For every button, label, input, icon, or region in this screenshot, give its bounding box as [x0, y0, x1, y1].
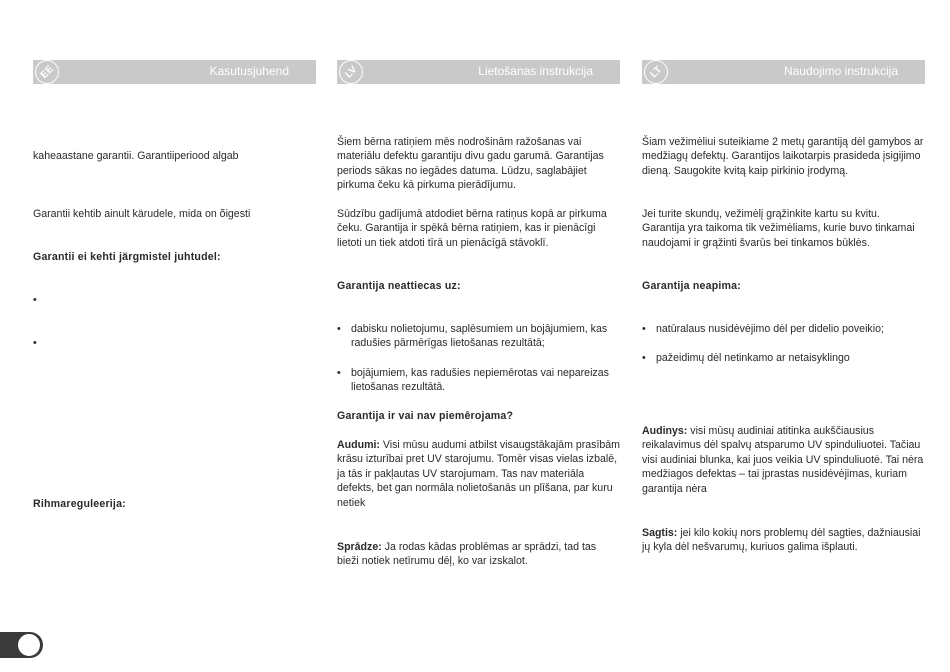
section-header-lv: [337, 60, 620, 84]
language-badge-ee: EE: [35, 60, 59, 84]
heading-exclusions-lt: Garantija neapima:: [642, 280, 741, 292]
heading-strap-adjuster-ee: Rihmareguleerija:: [33, 498, 126, 510]
list-item-lv-2: • bojājumiem, kas radušies nepiemērotas vai nepareizas lietošanas rezultātā.: [337, 367, 609, 394]
section-header-lt: [642, 60, 925, 84]
heading-exclusions-lv: Garantija neattiecas uz:: [337, 280, 461, 292]
list-item-lt-2: • pažeidimų dėl netinkamo ar netaisyklingo: [642, 352, 850, 364]
list-item-lt-1: • natūralaus nusidėvėjimo dėl per didelio poveikio;: [642, 323, 884, 335]
heading-applicable-lv: Garantija ir vai nav piemērojama?: [337, 410, 514, 422]
section-header-ee: [33, 60, 316, 84]
bullet-icon: •: [337, 323, 341, 335]
bullet-icon: •: [337, 367, 341, 379]
paragraph-fabric-lt: Audinys: visi mūsų audiniai atitinka aukščiausius reikalavimus dėl spalvų atsparumo UV spinduliuotei. Tačiau visi audiniai blunka, kai juos veikia UV spinduliuotė. Tai nėra medžiagos defektas – tai įprastas nusidėvėjimas, kuriam garantija nėra: [642, 425, 924, 495]
paragraph-buckle-lt: Sagtis: jei kilo kokių nors problemų dėl sagties, dažniausiai jų kyla dėl nešvarumų, kuriuos galima išplauti.: [642, 527, 921, 554]
bullet-icon: •: [642, 323, 646, 335]
paragraph-complaints-lv: Sūdzību gadījumā atdodiet bērna ratiņus kopā ar pirkuma čeku. Garantija ir spēkā bērna ratiņiem, kas ir pienācīgi lietoti un tiek atdoti tīrā un pienācīgā stāvoklī.: [337, 208, 607, 249]
bullet-icon: •: [33, 294, 37, 306]
paragraph-warranty-lt: Šiam vežimėliui suteikiame 2 metų garantiją dėl gamybos ar medžiagų defektų. Garantijos laikotarpis prasideda įsigijimo dieną. Saugokite kvitą kaip pirkinio įrodymą.: [642, 136, 924, 177]
paragraph-complaints-lt: Jei turite skundų, vežimėlį grąžinkite kartu su kvitu. Garantija yra taikoma tik vežimėliams, kurie buvo tinkamai naudojami ir grąžinti švarūs bei tinkamos būklės.: [642, 208, 915, 249]
language-badge-lv: LV: [339, 60, 363, 84]
list-item-lv-1: • dabisku nolietojumu, saplēsumiem un bojājumiem, kas radušies pārmērīgas lietošanas rezultātā;: [337, 323, 608, 350]
paragraph-fabrics-lv: Audumi: Visi mūsu audumi atbilst visaugstākajām prasībām krāsu izturībai pret UV starojumu. Tomēr visas vielas izbalē, ja tās ir pakļautas UV starojumam. Tas nav materiāla defekts, bet gan normāla nolietošanās un plīšana, par kuru netiek: [337, 439, 621, 509]
paragraph-buckle-lv: Sprādze: Ja rodas kādas problēmas ar sprādzi, tad tas bieži notiek netīrumu dēļ, ko var izskalot.: [337, 541, 597, 568]
bullet-icon: •: [33, 337, 37, 349]
paragraph-warranty-ee: kaheaastane garantii. Garantiiperiood algab: [33, 150, 239, 162]
bullet-icon: •: [642, 352, 646, 364]
page-tab-marker: [0, 632, 43, 658]
paragraph-warranty-lv: Šiem bērna ratiņiem mēs nodrošinām ražošanas vai materiālu defektu garantiju divu gadu garumā. Garantijas periods sākas no iegādes datuma. Lūdzu, saglabājiet pirkuma čeku kā pirkuma pierādījumu.: [337, 136, 604, 192]
section-title-ee: Kasutusjuhend: [209, 64, 289, 78]
section-title-lt: Naudojimo instrukcija: [783, 64, 898, 78]
heading-exclusions-ee: Garantii ei kehti järgmistel juhtudel:: [33, 251, 221, 263]
language-badge-lt: LT: [644, 60, 668, 84]
page-tab-circle-icon: [17, 633, 41, 657]
section-title-lv: Lietošanas instrukcija: [478, 64, 593, 78]
paragraph-validity-ee: Garantii kehtib ainult kärudele, mida on õigesti: [33, 208, 251, 220]
